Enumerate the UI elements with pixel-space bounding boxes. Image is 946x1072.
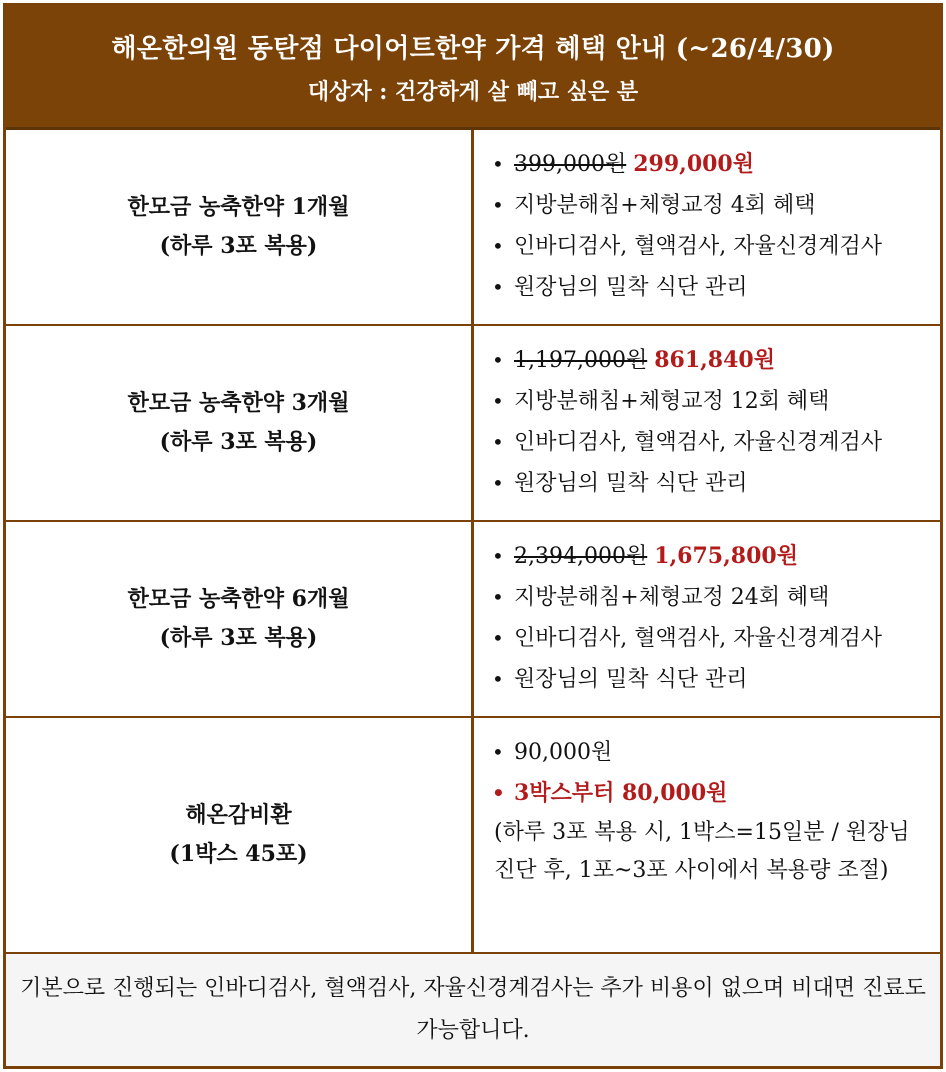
- footer-note: [6, 954, 940, 1066]
- sale-price: 299,000원: [633, 151, 754, 177]
- benefit-item: • 원장님의 밀착 식단 관리: [492, 267, 930, 308]
- footer-text: 기본으로 진행되는 인바디검사, 혈액검사, 자율신경계검사는 추가 비용이 없으며 비대면 진료도 가능합니다.: [20, 976, 926, 1043]
- benefit-cell: [474, 326, 940, 520]
- benefit-cell: [474, 522, 940, 716]
- benefit-cell: [474, 130, 940, 324]
- table-header: [6, 6, 940, 130]
- price-item: • 90,000원: [492, 732, 930, 773]
- price-item: [492, 340, 930, 381]
- benefit-item: • 인바디검사, 혈액검사, 자율신경계검사: [492, 618, 930, 659]
- discount-price: • 3박스부터 80,000원: [492, 773, 930, 814]
- price-item: [492, 144, 930, 185]
- table-row: [6, 718, 940, 954]
- dosage-note: (하루 3포 복용 시, 1박스=15일분 / 원장님 진단 후, 1포~3포 사이에서 복용량 조절): [494, 820, 910, 883]
- product-cell: [6, 522, 474, 716]
- table-row: [6, 130, 940, 326]
- target-audience: 대상자 : 건강하게 살 빼고 싶은 분: [307, 78, 639, 105]
- product-dose: (하루 3포 복용): [159, 233, 318, 259]
- page-title: 해온한의원 동탄점 다이어트한약 가격 혜택 안내 (~26/4/30): [111, 33, 835, 64]
- product-dose: (하루 3포 복용): [159, 625, 318, 651]
- benefit-item: • 인바디검사, 혈액검사, 자율신경계검사: [492, 226, 930, 267]
- product-cell: [6, 326, 474, 520]
- table-row: [6, 326, 940, 522]
- product-dose: (하루 3포 복용): [159, 429, 318, 455]
- price-item: [492, 536, 930, 577]
- original-price: 1,197,000원: [514, 348, 648, 373]
- benefit-item: • 원장님의 밀착 식단 관리: [492, 463, 930, 504]
- benefit-item: • 지방분해침+체형교정 4회 혜택: [492, 185, 930, 226]
- product-name: 한모금 농축한약 1개월: [127, 194, 350, 220]
- benefit-item: • 지방분해침+체형교정 12회 혜택: [492, 381, 930, 422]
- product-cell: [6, 718, 474, 952]
- original-price: 2,394,000원: [514, 544, 648, 569]
- benefit-list: [492, 340, 930, 504]
- benefit-list: [492, 732, 930, 814]
- product-dose: (1박스 45포): [169, 841, 308, 867]
- sale-price: 861,840원: [654, 347, 775, 373]
- benefit-item: • 원장님의 밀착 식단 관리: [492, 659, 930, 700]
- table-row: [6, 522, 940, 718]
- benefit-list: [492, 144, 930, 308]
- benefit-item: • 인바디검사, 혈액검사, 자율신경계검사: [492, 422, 930, 463]
- original-price: 399,000원: [514, 152, 627, 177]
- product-cell: [6, 130, 474, 324]
- benefit-list: [492, 536, 930, 700]
- price-table: [3, 3, 943, 1069]
- sale-price: 1,675,800원: [654, 543, 798, 569]
- product-name: 해온감비환: [185, 802, 292, 828]
- product-name: 한모금 농축한약 6개월: [127, 586, 350, 612]
- product-name: 한모금 농축한약 3개월: [127, 390, 350, 416]
- benefit-cell: [474, 718, 940, 952]
- benefit-item: • 지방분해침+체형교정 24회 혜택: [492, 577, 930, 618]
